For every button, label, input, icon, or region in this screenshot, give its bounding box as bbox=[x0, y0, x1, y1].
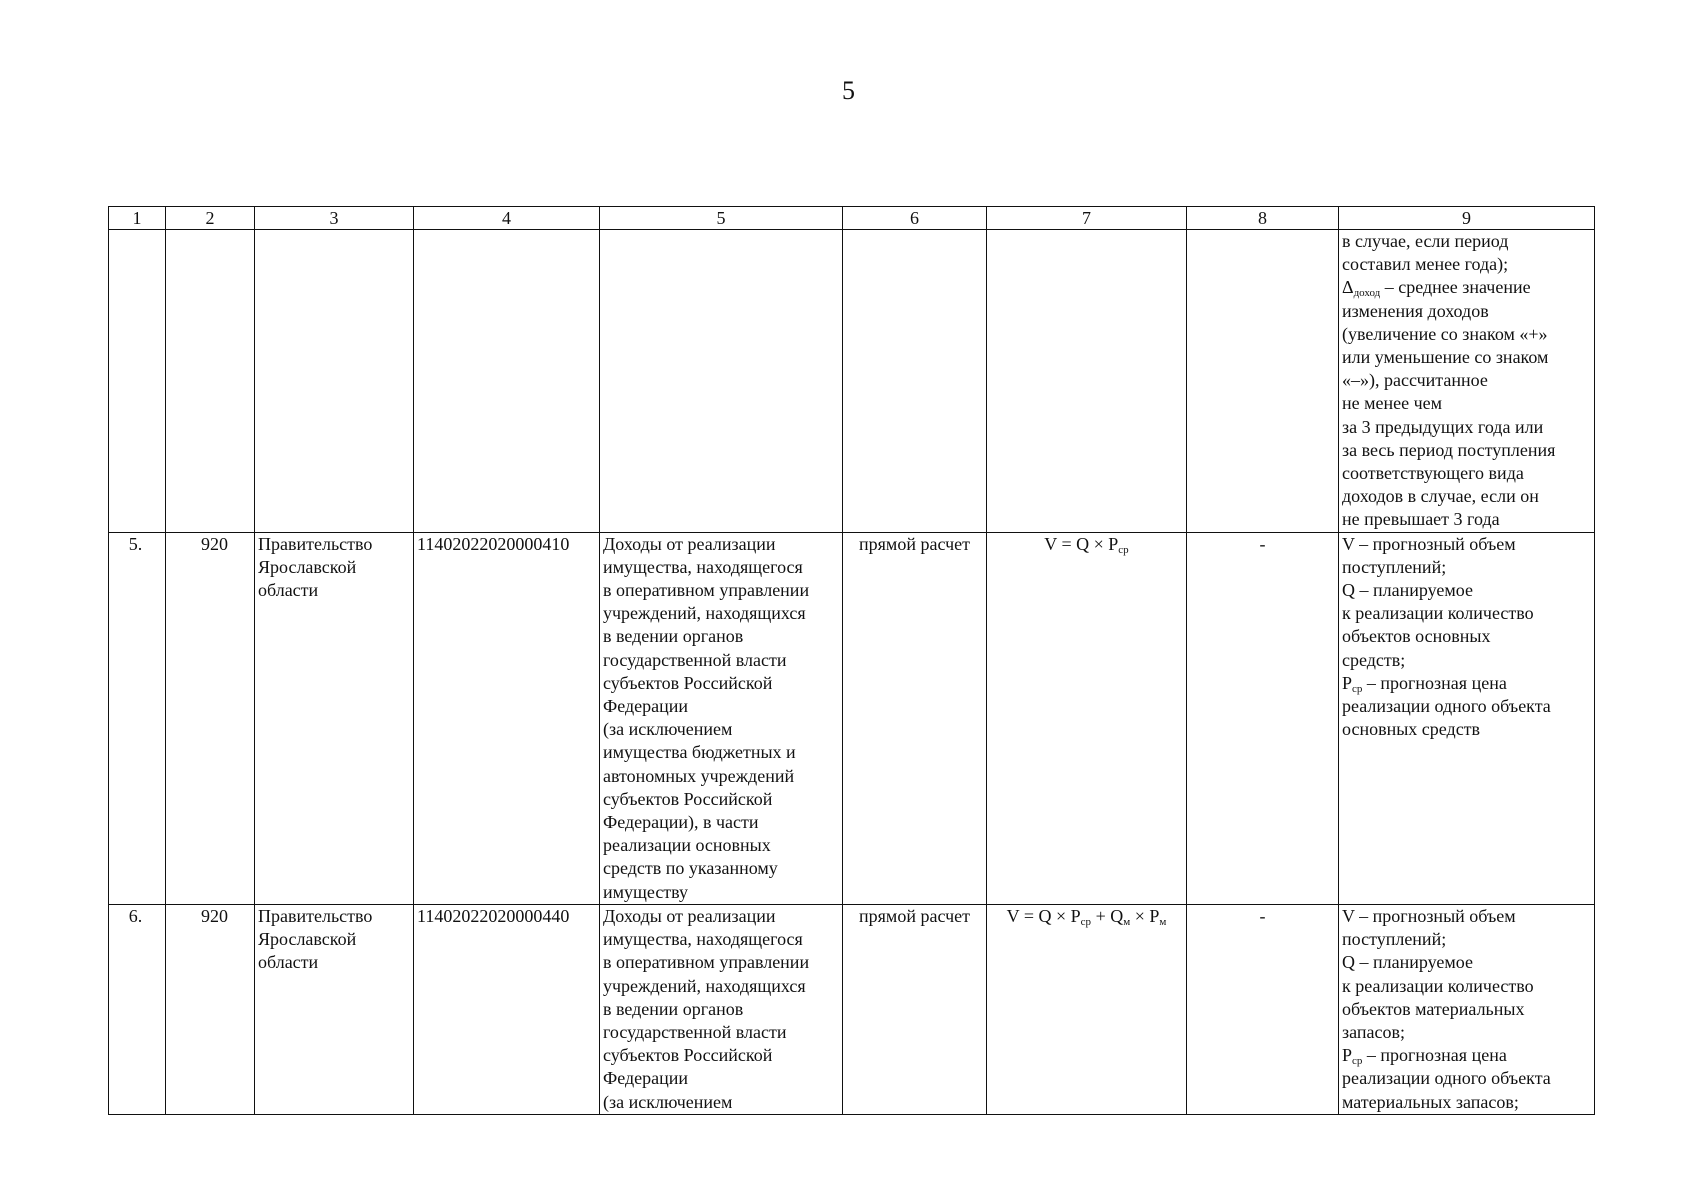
header-cell-8: 8 bbox=[1187, 207, 1339, 230]
cell-empty bbox=[255, 230, 414, 533]
delta-symbol: Δ bbox=[1342, 277, 1354, 298]
cell-empty bbox=[987, 230, 1187, 533]
continuation-description-cell bbox=[1339, 230, 1595, 533]
revenue-name: Доходы от реализации имущества, находящегося в оперативном управлении учреждений, находящихся в ведении органов государственной власти субъектов Российской Федерации (за исключением имущества бюджетных и автономных учреждений субъектов Российской Федерации), в части реализации основных средств по указанному имуществу bbox=[600, 532, 843, 904]
cell-empty bbox=[1187, 230, 1339, 533]
formula-text-3: × P bbox=[1130, 905, 1160, 926]
algorithm-cell: - bbox=[1187, 532, 1339, 904]
continuation-row bbox=[109, 230, 1595, 533]
table-row-5 bbox=[109, 532, 1595, 904]
formula-text-2: + Q bbox=[1091, 905, 1124, 926]
formula-text: V = Q × P bbox=[1044, 533, 1119, 554]
formula-subscript-2: м bbox=[1123, 915, 1131, 928]
continuation-text: в случае, если период составил менее года); bbox=[1342, 231, 1509, 275]
table-row-6 bbox=[109, 904, 1595, 1114]
formula-subscript-3: м bbox=[1159, 915, 1167, 928]
calculation-method: прямой расчет bbox=[843, 532, 987, 904]
formula-subscript: ср bbox=[1080, 915, 1092, 928]
header-cell-7: 7 bbox=[987, 207, 1187, 230]
header-cell-5: 5 bbox=[600, 207, 843, 230]
formula-subscript: ср bbox=[1118, 543, 1129, 556]
algorithm-cell: - bbox=[1187, 904, 1339, 1114]
price-subscript: ср bbox=[1352, 682, 1363, 695]
column-number-header-row bbox=[109, 207, 1595, 230]
administrator-name: Правительство Ярославской области bbox=[255, 904, 414, 1114]
price-symbol: P bbox=[1342, 672, 1353, 693]
header-cell-4: 4 bbox=[414, 207, 600, 230]
header-cell-6: 6 bbox=[843, 207, 987, 230]
calculation-method: прямой расчет bbox=[843, 904, 987, 1114]
indicator-text: V – прогнозный объем поступлений; Q – планируемое к реализации количество объектов материальных запасов; bbox=[1342, 905, 1534, 1042]
header-cell-3: 3 bbox=[255, 207, 414, 230]
cell-empty bbox=[843, 230, 987, 533]
revenue-forecast-table bbox=[108, 206, 1595, 1115]
indicator-description bbox=[1339, 532, 1595, 904]
admin-code: 920 bbox=[166, 904, 255, 1114]
header-cell-2: 2 bbox=[166, 207, 255, 230]
cell-empty bbox=[166, 230, 255, 533]
formula-text: V = Q × P bbox=[1006, 905, 1081, 926]
header-cell-9: 9 bbox=[1339, 207, 1595, 230]
cell-empty bbox=[109, 230, 166, 533]
row-number: 5. bbox=[109, 532, 166, 904]
page-number: 5 bbox=[842, 76, 855, 105]
budget-classification-code: 11402022020000410 bbox=[414, 532, 600, 904]
budget-classification-code: 11402022020000440 bbox=[414, 904, 600, 1114]
header-cell-1: 1 bbox=[109, 207, 166, 230]
price-subscript: ср bbox=[1352, 1055, 1363, 1068]
cell-empty bbox=[600, 230, 843, 533]
price-description: – прогнозная цена реализации одного объекта основных средств bbox=[1342, 672, 1551, 740]
revenue-name: Доходы от реализации имущества, находящегося в оперативном управлении учреждений, находящихся в ведении органов государственной власти субъектов Российской Федерации (за исключением bbox=[600, 904, 843, 1114]
delta-description: – среднее значение изменения доходов (увеличение со знаком «+» или уменьшение со знаком «–»), рассчитанное не менее чем за 3 предыдущих года или за весь период поступления соответствующего вида доходов в случае, если он не превышает 3 года bbox=[1342, 277, 1556, 530]
formula-cell bbox=[987, 904, 1187, 1114]
row-number: 6. bbox=[109, 904, 166, 1114]
admin-code: 920 bbox=[166, 532, 255, 904]
indicator-description bbox=[1339, 904, 1595, 1114]
cell-empty bbox=[414, 230, 600, 533]
formula-cell bbox=[987, 532, 1187, 904]
indicator-text: V – прогнозный объем поступлений; Q – планируемое к реализации количество объектов основных средств; bbox=[1342, 533, 1534, 670]
delta-subscript: доход bbox=[1353, 287, 1381, 300]
price-description: – прогнозная цена реализации одного объекта материальных запасов; bbox=[1342, 1045, 1551, 1112]
price-symbol: P bbox=[1342, 1045, 1353, 1066]
administrator-name: Правительство Ярославской области bbox=[255, 532, 414, 904]
